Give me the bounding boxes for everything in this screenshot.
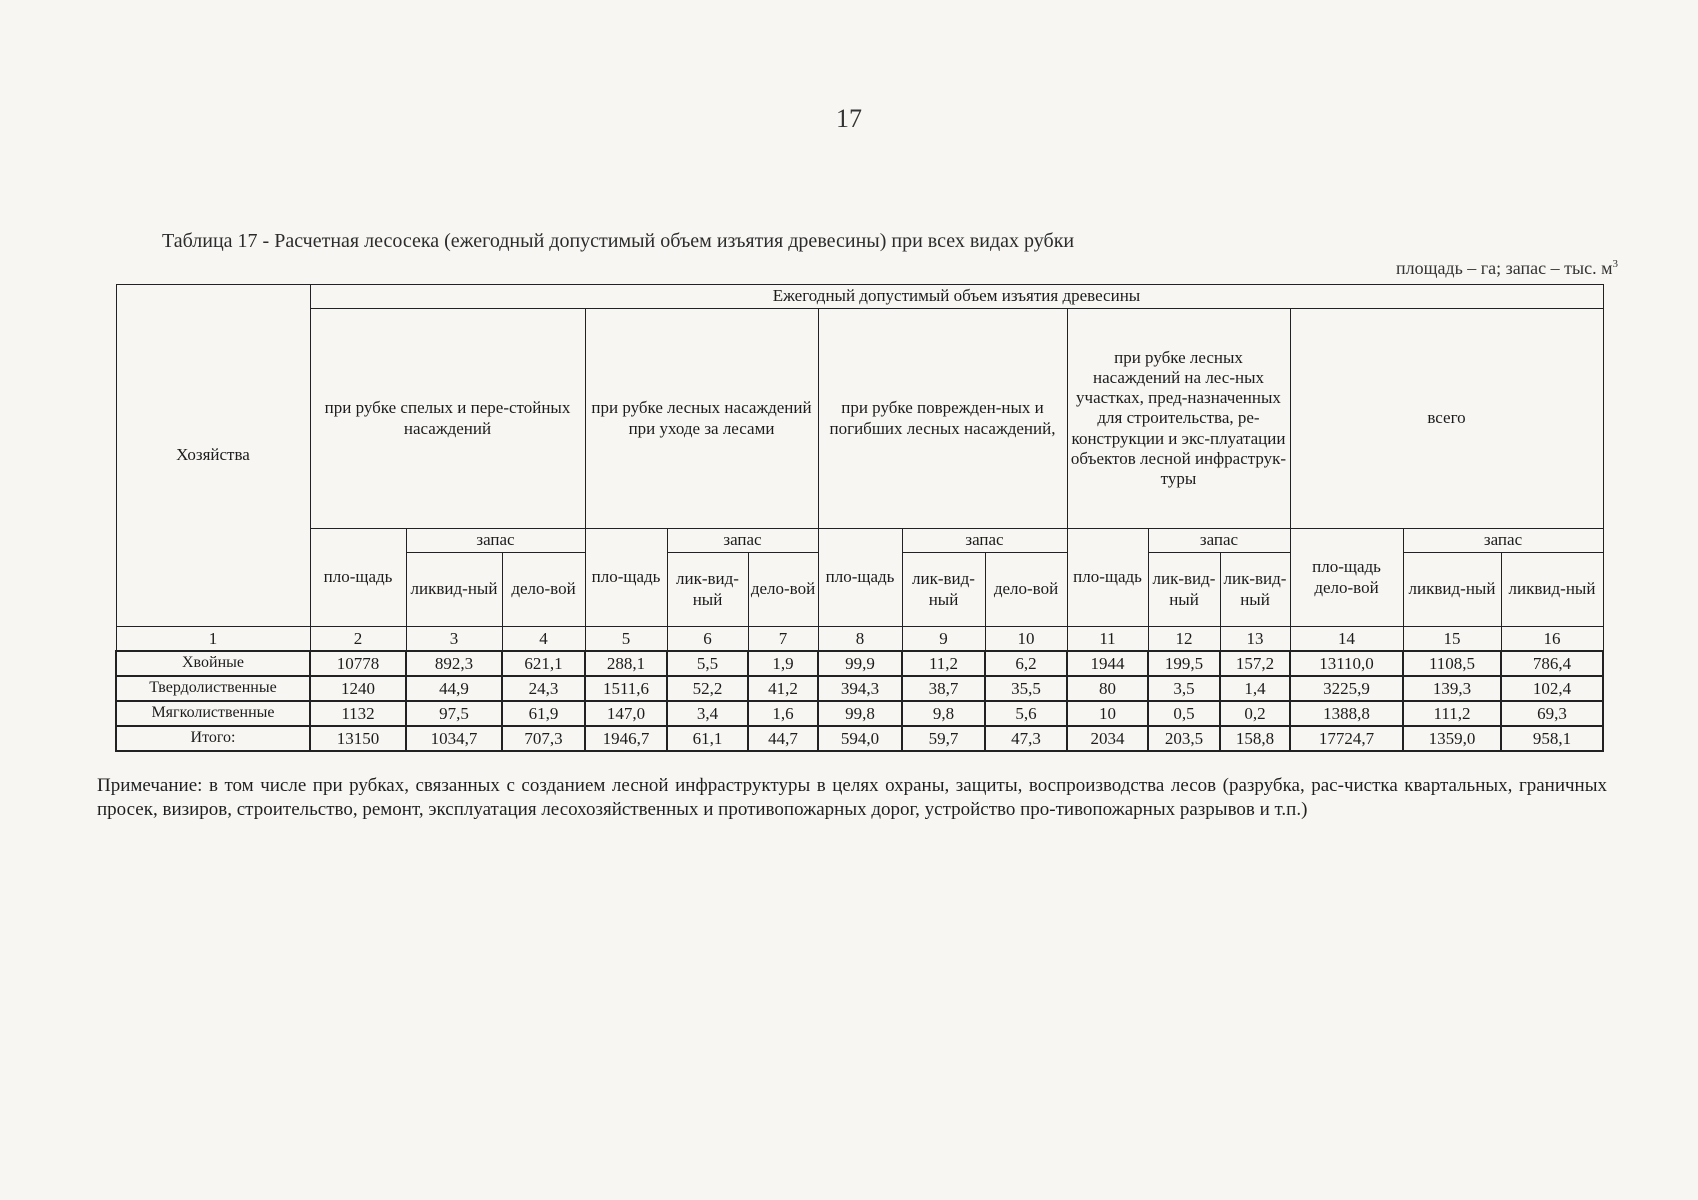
stock-col-label: ликвид-ный [406, 553, 502, 627]
table-cell: 786,4 [1501, 651, 1603, 676]
table-cell: 1946,7 [585, 726, 667, 751]
units-superscript: 3 [1612, 258, 1618, 270]
group-title: всего [1290, 309, 1603, 529]
table-row [116, 676, 1603, 701]
area-label: пло-щадь [585, 529, 667, 627]
column-number: 5 [585, 627, 667, 652]
table-cell: 1132 [310, 701, 406, 726]
column-number: 10 [985, 627, 1067, 652]
stock-col-label: лик-вид-ный [667, 553, 748, 627]
column-number: 11 [1067, 627, 1148, 652]
table-cell: 59,7 [902, 726, 985, 751]
table-cell: 1511,6 [585, 676, 667, 701]
column-number-row [116, 627, 1603, 652]
column-number: 3 [406, 627, 502, 652]
table-cell: 17724,7 [1290, 726, 1403, 751]
table-cell: 6,2 [985, 651, 1067, 676]
table-cell: 97,5 [406, 701, 502, 726]
stock-col-label: лик-вид-ный [1148, 553, 1220, 627]
group-title: при рубке лесных насаждений на лес-ных участках, пред-назначенных для строительства, ре-конструкции и экс-плуатации объектов лесной инфраструк-туры [1067, 309, 1290, 529]
table-cell: 203,5 [1148, 726, 1220, 751]
table-cell: 1,6 [748, 701, 818, 726]
table-cell: 1,4 [1220, 676, 1290, 701]
table-cell: 99,8 [818, 701, 902, 726]
stock-col-label: ликвид-ный [1403, 553, 1501, 627]
table-cell: 288,1 [585, 651, 667, 676]
stock-label: запас [406, 529, 585, 553]
table-cell: 52,2 [667, 676, 748, 701]
table-note: Примечание: в том числе при рубках, связанных с созданием лесной инфраструктуры в целях охраны, защиты, воспроизводства лесов (разрубка, рас-чистка квартальных, граничных просек, визиров, строительство, ремонт, эксплуатация лесохозяйственных и противопожарных дорог, устройство про-тивопожарных разрывов и т.п.) [97, 775, 1607, 820]
table-cell: 2034 [1067, 726, 1148, 751]
table-row [116, 701, 1603, 726]
column-number: 12 [1148, 627, 1220, 652]
table-cell: 147,0 [585, 701, 667, 726]
table-cell: 3,5 [1148, 676, 1220, 701]
table-cell: 3,4 [667, 701, 748, 726]
logging-table [115, 284, 1604, 752]
column-number: 13 [1220, 627, 1290, 652]
table-cell: 158,8 [1220, 726, 1290, 751]
table-cell: 80 [1067, 676, 1148, 701]
table-cell: 44,7 [748, 726, 818, 751]
table-cell: 1944 [1067, 651, 1148, 676]
row-name: Итого: [116, 726, 310, 751]
table-cell: 24,3 [502, 676, 585, 701]
table-cell: 69,3 [1501, 701, 1603, 726]
table-cell: 621,1 [502, 651, 585, 676]
area-label: пло-щадь [818, 529, 902, 627]
stock-col-label: дело-вой [502, 553, 585, 627]
table-cell: 61,9 [502, 701, 585, 726]
table-row [116, 651, 1603, 676]
table-cell: 13150 [310, 726, 406, 751]
column-number: 15 [1403, 627, 1501, 652]
table-cell: 111,2 [1403, 701, 1501, 726]
table-cell: 5,5 [667, 651, 748, 676]
table-cell: 958,1 [1501, 726, 1603, 751]
column-number: 6 [667, 627, 748, 652]
table-cell: 1,9 [748, 651, 818, 676]
table-cell: 10 [1067, 701, 1148, 726]
column-number: 14 [1290, 627, 1403, 652]
column-number: 16 [1501, 627, 1603, 652]
total-row [116, 726, 1603, 751]
table-cell: 99,9 [818, 651, 902, 676]
table-cell: 102,4 [1501, 676, 1603, 701]
table-cell: 35,5 [985, 676, 1067, 701]
table-cell: 38,7 [902, 676, 985, 701]
column-number: 7 [748, 627, 818, 652]
table-cell: 1388,8 [1290, 701, 1403, 726]
column-number: 8 [818, 627, 902, 652]
table-cell: 0,5 [1148, 701, 1220, 726]
table-cell: 394,3 [818, 676, 902, 701]
area-label: пло-щадь [1067, 529, 1148, 627]
header-row-2 [116, 309, 1603, 529]
table-cell: 13110,0 [1290, 651, 1403, 676]
group-title: при рубке спелых и пере-стойных насаждений [310, 309, 585, 529]
table-cell: 10778 [310, 651, 406, 676]
column-number: 4 [502, 627, 585, 652]
table-cell: 1108,5 [1403, 651, 1501, 676]
stock-label: запас [1403, 529, 1603, 553]
column-number: 1 [116, 627, 310, 652]
table-cell: 3225,9 [1290, 676, 1403, 701]
table-cell: 892,3 [406, 651, 502, 676]
stock-label: запас [1148, 529, 1290, 553]
row-header-cell: Хозяйства [116, 285, 310, 627]
header-row-1 [116, 285, 1603, 309]
row-name: Твердолиственные [116, 676, 310, 701]
table-cell: 707,3 [502, 726, 585, 751]
table-cell: 47,3 [985, 726, 1067, 751]
table-caption: Таблица 17 - Расчетная лесосека (ежегодный допустимый объем изъятия древесины) при всех видах рубки [162, 230, 1075, 252]
stock-label: запас [902, 529, 1067, 553]
group-title: при рубке поврежден-ных и погибших лесных насаждений, [818, 309, 1067, 529]
stock-col-label: дело-вой [985, 553, 1067, 627]
column-number: 2 [310, 627, 406, 652]
row-name: Хвойные [116, 651, 310, 676]
table-cell: 1034,7 [406, 726, 502, 751]
table-cell: 11,2 [902, 651, 985, 676]
table-cell: 61,1 [667, 726, 748, 751]
units-line [1396, 258, 1618, 279]
stock-col-label: дело-вой [748, 553, 818, 627]
table-cell: 44,9 [406, 676, 502, 701]
column-number: 9 [902, 627, 985, 652]
table-cell: 1240 [310, 676, 406, 701]
table-cell: 157,2 [1220, 651, 1290, 676]
table-cell: 0,2 [1220, 701, 1290, 726]
area-label: пло-щадь дело-вой [1290, 529, 1403, 627]
header-row-3 [116, 529, 1603, 553]
table-cell: 1359,0 [1403, 726, 1501, 751]
stock-col-label: ликвид-ный [1501, 553, 1603, 627]
page-number: 17 [836, 104, 862, 133]
table-cell: 594,0 [818, 726, 902, 751]
stock-label: запас [667, 529, 818, 553]
units-text: площадь – га; запас – тыс. м [1395, 258, 1613, 278]
group-title: при рубке лесных насаждений при уходе за лесами [585, 309, 818, 529]
group-header-cell: Ежегодный допустимый объем изъятия древесины [310, 285, 1603, 309]
table-cell: 199,5 [1148, 651, 1220, 676]
table-cell: 5,6 [985, 701, 1067, 726]
stock-col-label: лик-вид-ный [1220, 553, 1290, 627]
stock-col-label: лик-вид-ный [902, 553, 985, 627]
table-cell: 139,3 [1403, 676, 1501, 701]
table-cell: 41,2 [748, 676, 818, 701]
row-name: Мягколиственные [116, 701, 310, 726]
area-label: пло-щадь [310, 529, 406, 627]
table-cell: 9,8 [902, 701, 985, 726]
